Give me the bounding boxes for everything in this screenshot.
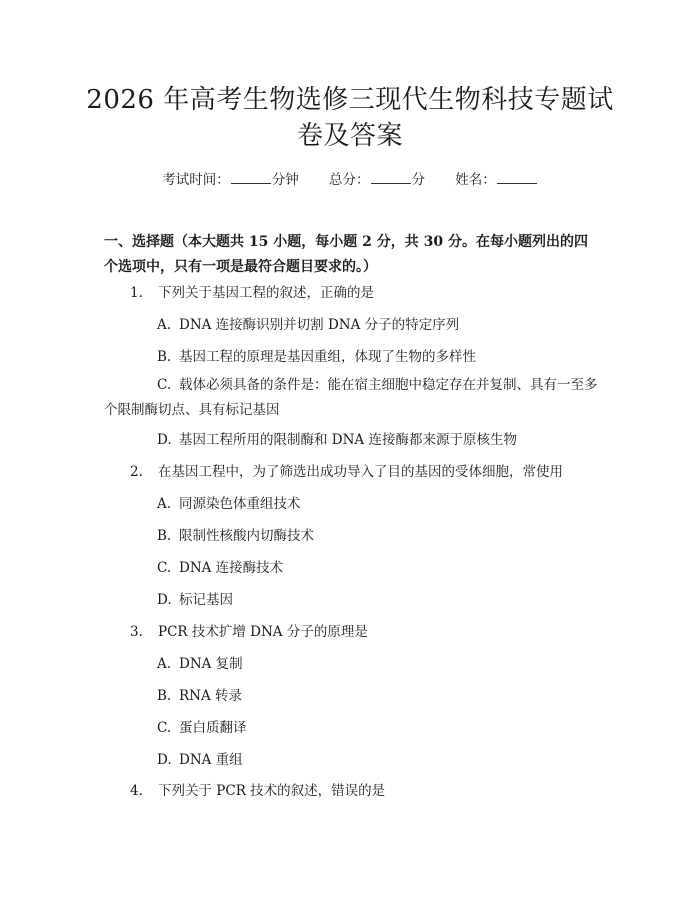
exam-title: 2026 年高考生物选修三现代生物科技专题试卷及答案 <box>86 85 614 151</box>
total-score-unit: 分 <box>411 172 425 188</box>
option-text: 基因工程所用的限制酶和 DNA 连接酶都来源于原核生物 <box>179 432 517 448</box>
option-item <box>157 686 242 706</box>
option-text: 限制性核酸内切酶技术 <box>179 528 314 544</box>
question-text: 在基因工程中，为了筛选出成功导入了目的基因的受体细胞，常使用 <box>158 464 563 480</box>
option-text: RNA 转录 <box>179 688 243 704</box>
option-letter: A. <box>157 496 172 512</box>
question-number: 4. <box>130 783 143 799</box>
option-text: DNA 复制 <box>179 656 243 672</box>
exam-time-blank <box>231 170 271 184</box>
option-item <box>157 590 233 610</box>
question-stem <box>130 462 563 482</box>
question-text: 下列关于基因工程的叙述，正确的是 <box>158 285 374 301</box>
option-letter: D. <box>157 432 172 448</box>
option-item <box>157 315 459 335</box>
option-text: 蛋白质翻译 <box>179 720 247 736</box>
exam-time-label: 考试时间： <box>162 172 230 188</box>
question-number: 3. <box>130 624 143 640</box>
option-letter: C. <box>157 377 172 393</box>
option-item <box>157 347 476 367</box>
option-text: 标记基因 <box>179 592 233 608</box>
option-letter: D. <box>157 592 172 608</box>
option-item <box>157 654 243 674</box>
name-field <box>455 172 538 188</box>
option-item <box>157 494 301 514</box>
total-score-blank <box>371 170 411 184</box>
total-score-label: 总分： <box>329 172 370 188</box>
question-stem <box>130 622 368 642</box>
option-item <box>157 750 243 770</box>
option-letter: C. <box>157 560 172 576</box>
question-text: PCR 技术扩增 DNA 分子的原理是 <box>158 624 368 640</box>
option-text: 同源染色体重组技术 <box>179 496 301 512</box>
option-letter: C. <box>157 720 172 736</box>
name-label: 姓名： <box>455 172 496 188</box>
option-text: 基因工程的原理是基因重组，体现了生物的多样性 <box>179 349 476 365</box>
option-letter: B. <box>157 528 172 544</box>
option-letter: D. <box>157 752 172 768</box>
question-stem <box>130 781 385 801</box>
option-letter: A. <box>157 656 172 672</box>
section-heading: 一、选择题（本大题共 15 小题，每小题 2 分，共 30 分。在每小题列出的四个选项中，只有一项是最符合题目要求的。） <box>104 234 588 275</box>
name-blank <box>497 170 537 184</box>
option-text: DNA 连接酶识别并切割 DNA 分子的特定序列 <box>179 317 460 333</box>
question-text: 下列关于 PCR 技术的叙述，错误的是 <box>158 783 386 799</box>
exam-time-field <box>162 172 299 188</box>
option-item <box>157 558 283 578</box>
option-letter: B. <box>157 688 172 704</box>
option-text: 载体必须具备的条件是：能在宿主细胞中稳定存在并复制、具有一至多个限制酶切点、具有标记基因 <box>104 377 598 418</box>
question-number: 2. <box>130 464 143 480</box>
option-text: DNA 重组 <box>179 752 243 768</box>
option-item <box>157 526 314 546</box>
question-number: 1. <box>130 285 143 301</box>
option-item <box>157 430 517 450</box>
total-score-field <box>329 172 425 188</box>
question-stem <box>130 283 374 303</box>
option-letter: A. <box>157 317 172 333</box>
exam-info-line <box>0 170 700 189</box>
option-item <box>104 373 600 423</box>
option-text: DNA 连接酶技术 <box>179 560 284 576</box>
option-item <box>157 718 247 738</box>
option-letter: B. <box>157 349 172 365</box>
exam-time-unit: 分钟 <box>271 172 299 188</box>
